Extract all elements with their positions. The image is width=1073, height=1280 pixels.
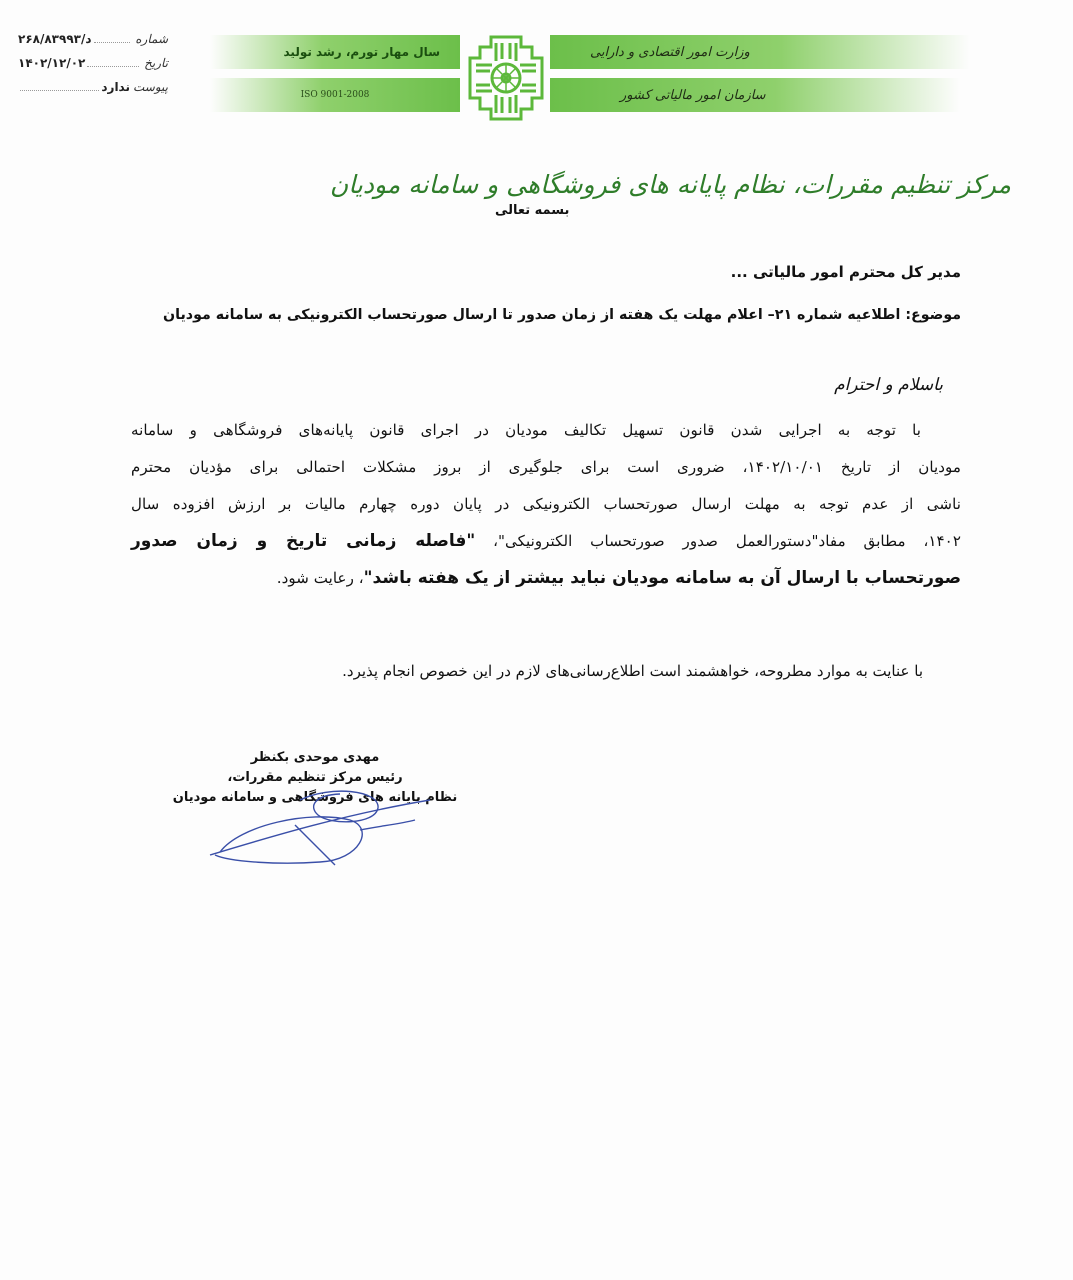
subject-line: موضوع: اطلاعیه شماره ۲۱– اعلام مهلت یک هفته از زمان صدور تا ارسال صورتحساب الکترونیکی به سامانه مودیان [163,307,961,323]
letter-number-label: شماره [135,32,168,46]
body-line: مودیان از تاریخ ۱۴۰۲/۱۰/۰۱، ضروری است برای جلوگیری از بروز مشکلات احتمالی برای مؤدیان محترم [131,458,961,476]
slogan-band [210,35,460,69]
body-text-normal: ، رعایت شود. [276,569,364,587]
addressee: مدیر کل محترم امور مالیاتی ... [730,263,961,281]
dotted-line [20,80,99,91]
letter-attachment-row [18,80,168,104]
ministry-name: وزارت امور اقتصادی و دارایی [590,44,750,60]
body-line: با توجه به اجرایی شدن قانون تسهیل تکالیف مودیان در اجرای قانون پایانه‌های فروشگاهی و سامانه [131,421,921,439]
letter-number-row [18,32,168,56]
bismillah: بسمه تعالی [495,203,570,218]
letter-meta [18,32,168,104]
signatory-title-line1: رئیس مرکز تنظیم مقررات، [227,770,403,785]
body-line [131,560,961,597]
body-text-emphasis: "فاصله زمانی تاریخ و زمان صدور [131,531,476,551]
dotted-line [94,32,131,43]
letter-number-value: د/۲۶۸/۸۳۹۹۳ [18,32,92,46]
signatory-title-line2: نظام پایانه های فروشگاهی و سامانه مودیان [172,790,458,805]
letter-body [131,412,961,597]
salutation: باسلام و احترام [834,375,943,395]
ministry-band [550,35,970,69]
closing-sentence: با عنایت به موارد مطروحه، خواهشمند است اطلاع‌رسانی‌های لازم در این خصوص انجام پذیرد. [342,662,923,680]
signatory-name: مهدی موحدی بکنظر [250,750,380,765]
body-text-normal: ۱۴۰۲، مطابق مفاد"دستورالعمل صدور صورتحساب الکترونیکی"، [475,532,961,550]
letter-attachment-value: ندارد [101,80,130,94]
body-line [131,523,961,560]
letter-date-value: ۱۴۰۲/۱۲/۰۲ [18,56,86,70]
letter-date-label: تاریخ [144,56,168,70]
iso-band [210,78,460,112]
year-slogan: سال مهار تورم، رشد تولید [283,45,440,59]
dotted-line [87,56,139,67]
body-text-emphasis: صورتحساب با ارسال آن به سامانه مودیان نباید بیشتر از یک هفته باشد" [363,568,961,588]
letter-date-row [18,56,168,80]
letter-attachment-label: پیوست [133,80,168,94]
department-title: مرکز تنظیم مقررات، نظام پایانه های فروشگاهی و سامانه مودیان [329,170,1011,199]
iso-certification: ISO 9001-2008 [300,90,370,100]
handwritten-signature [200,780,440,870]
body-line: ناشی از عدم توجه به مهلت ارسال صورتحساب الکترونیکی در پایان دوره چهارم مالیات بر ارزش افزوده سال [131,495,961,513]
organization-name: سازمان امور مالیاتی کشور [620,87,766,103]
organization-band [550,78,960,112]
tax-organization-emblem-icon [466,33,546,123]
